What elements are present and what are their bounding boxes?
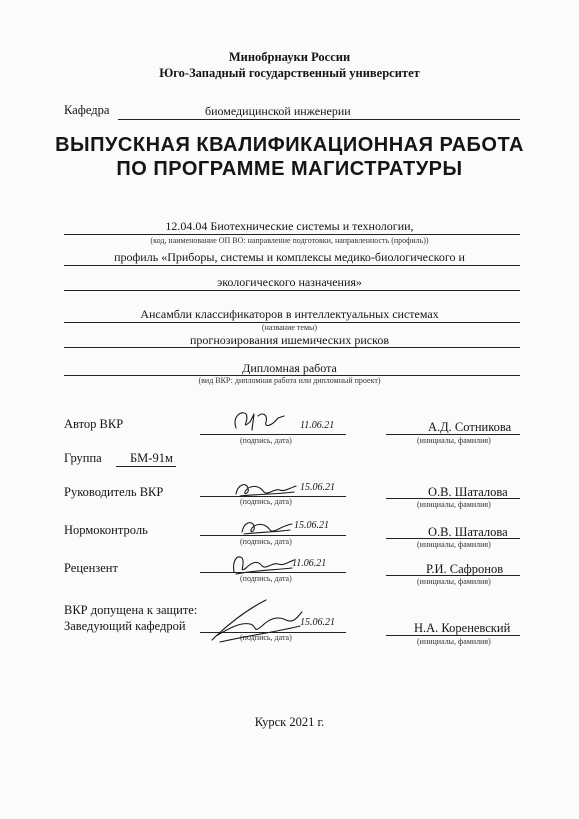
- reviewer-name: Р.И. Сафронов: [426, 562, 504, 576]
- head-name-caption: (инициалы, фамилия): [417, 637, 491, 646]
- head-date: 15.06.21: [300, 617, 335, 628]
- direction-value: 12.04.04 Биотехнические системы и технологии,: [165, 219, 414, 233]
- direction-caption: (код, наименование ОП ВО: направление подготовки, направленность (профиль)): [150, 236, 429, 245]
- department-name: биомедицинской инженерии: [205, 104, 351, 118]
- normcontrol-name-caption: (инициалы, фамилия): [417, 540, 491, 549]
- head-name: Н.А. Кореневский: [414, 621, 511, 635]
- reviewer-label: Рецензент: [64, 561, 118, 575]
- normcontrol-name: О.В. Шаталова: [428, 525, 508, 539]
- supervisor-name: О.В. Шаталова: [428, 485, 508, 499]
- normcontrol-label: Нормоконтроль: [64, 523, 148, 537]
- group-underline: [116, 466, 176, 467]
- group-value: БМ-91м: [130, 451, 173, 465]
- direction-underline: [64, 234, 520, 235]
- reviewer-name-caption: (инициалы, фамилия): [417, 577, 491, 586]
- supervisor-date: 15.06.21: [300, 482, 335, 493]
- university-name: Юго-Западный государственный университет: [159, 66, 420, 80]
- head-sign-caption: (подпись, дата): [240, 633, 292, 642]
- department-underline: [118, 119, 520, 120]
- author-sign-caption: (подпись, дата): [240, 436, 292, 445]
- work-type-value: Дипломная работа: [242, 361, 337, 375]
- topic-line2: прогнозирования ишемических рисков: [189, 333, 389, 347]
- normcontrol-date: 15.06.21: [294, 520, 329, 531]
- reviewer-date: 11.06.21: [292, 558, 327, 569]
- author-name-caption: (инициалы, фамилия): [417, 436, 491, 445]
- author-label: Автор ВКР: [64, 417, 124, 431]
- city-year: Курск 2021 г.: [254, 715, 325, 729]
- supervisor-sign-caption: (подпись, дата): [240, 497, 292, 506]
- topic-line1: Ансамбли классификаторов в интеллектуальных системах: [140, 307, 439, 321]
- author-signature: [228, 408, 288, 436]
- work-type-caption: (вид ВКР: дипломная работа или дипломный проект): [198, 376, 381, 385]
- supervisor-name-caption: (инициалы, фамилия): [417, 500, 491, 509]
- ministry-name: Минобрнауки России: [228, 50, 351, 64]
- normcontrol-sign-caption: (подпись, дата): [240, 537, 292, 546]
- document-title-line1: ВЫПУСКНАЯ КВАЛИФИКАЦИОННАЯ РАБОТА: [55, 134, 524, 156]
- author-name: А.Д. Сотникова: [428, 420, 512, 434]
- profile-underline-2: [64, 290, 520, 291]
- head-label: Заведующий кафедрой: [64, 619, 186, 633]
- group-label: Группа: [64, 451, 102, 465]
- topic-caption: (название темы): [261, 323, 318, 332]
- document-title-line2: ПО ПРОГРАММЕ МАГИСТРАТУРЫ: [116, 158, 463, 180]
- profile-underline-1: [64, 265, 520, 266]
- profile-line2: экологического назначения»: [217, 275, 362, 289]
- profile-line1: профиль «Приборы, системы и комплексы медико-биологического и: [114, 250, 465, 264]
- admission-label: ВКР допущена к защите:: [64, 603, 198, 617]
- supervisor-label: Руководитель ВКР: [64, 485, 164, 499]
- department-label: Кафедра: [64, 103, 110, 117]
- author-date: 11.06.21: [300, 420, 335, 431]
- reviewer-sign-caption: (подпись, дата): [240, 574, 292, 583]
